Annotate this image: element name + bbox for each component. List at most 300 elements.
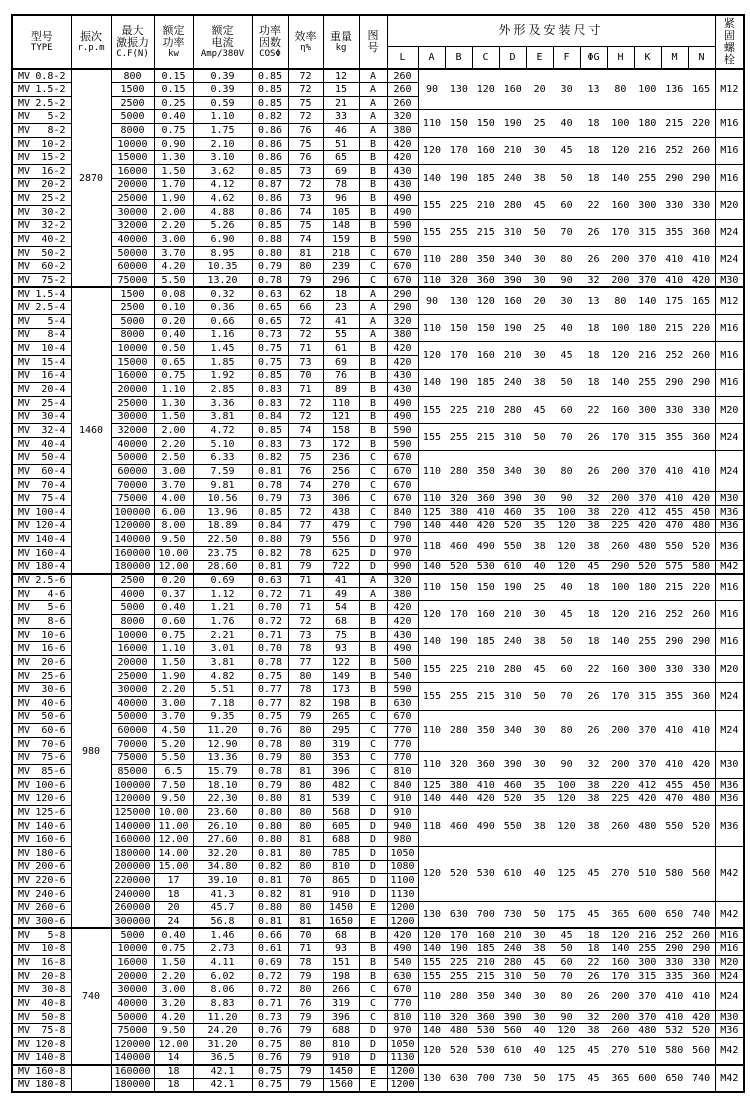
type-model: 16-6 — [41, 643, 66, 655]
cos-cell: 0.81 — [252, 874, 288, 888]
kg-cell: 482 — [323, 778, 359, 792]
cf-cell: 40000 — [111, 696, 154, 710]
fig-cell: D — [359, 1024, 387, 1038]
fig-cell: D — [359, 833, 387, 847]
type-text — [13, 1039, 71, 1050]
amp-cell: 42.1 — [193, 1065, 252, 1079]
dim-value: 170 — [611, 431, 630, 443]
dims-cell — [418, 342, 715, 369]
cf-cell: 75000 — [111, 1024, 154, 1038]
fig-cell: A — [359, 96, 387, 110]
col-header-C: C — [472, 46, 499, 69]
dim-value: 110 — [422, 465, 441, 477]
type-prefix: MV — [18, 847, 31, 859]
kw-cell: 18 — [154, 887, 193, 901]
cos-cell: 0.75 — [252, 1037, 288, 1051]
cos-cell: 0.79 — [252, 778, 288, 792]
dim-value: 340 — [503, 465, 522, 477]
type-cell — [12, 751, 71, 765]
amp-cell: 45.7 — [193, 901, 252, 915]
dim-value: 18 — [587, 377, 600, 389]
l-cell: 630 — [387, 696, 418, 710]
kw-cell: 4.00 — [154, 492, 193, 506]
eff-cell: 70 — [288, 874, 323, 888]
type-model: 160-8 — [35, 1066, 66, 1078]
dim-value: 270 — [611, 868, 630, 880]
dim-value: 18 — [587, 349, 600, 361]
cos-cell: 0.80 — [252, 792, 288, 806]
kg-cell: 688 — [323, 833, 359, 847]
col-header-H: H — [607, 46, 634, 69]
dim-value: 80 — [614, 295, 627, 307]
cos-cell: 0.83 — [252, 437, 288, 451]
kg-cell: 785 — [323, 847, 359, 861]
bolt-cell: M24 — [715, 683, 744, 710]
cf-cell: 125000 — [111, 806, 154, 820]
cf-cell: 260000 — [111, 901, 154, 915]
table-row — [12, 847, 744, 861]
cf-cell: 16000 — [111, 956, 154, 970]
dim-value: 390 — [503, 1011, 522, 1023]
spec-table — [11, 14, 745, 1093]
cf-cell: 8000 — [111, 328, 154, 342]
dim-value: 200 — [611, 254, 630, 266]
type-model: 180-4 — [35, 561, 66, 573]
dim-value: 700 — [476, 1072, 495, 1084]
eff-cell: 70 — [288, 928, 323, 942]
dim-value: 130 — [422, 1072, 441, 1084]
cf-cell: 8000 — [111, 615, 154, 629]
eff-cell: 72 — [288, 410, 323, 424]
dim-value: 130 — [449, 295, 468, 307]
dim-value: 360 — [692, 690, 711, 702]
dims-row — [419, 691, 715, 702]
dim-value: 45 — [587, 561, 600, 573]
type-cell — [12, 287, 71, 301]
dim-value: 40 — [560, 322, 573, 334]
eff-cell: 79 — [288, 560, 323, 574]
kg-cell: 1450 — [323, 901, 359, 915]
type-cell — [12, 83, 71, 97]
type-prefix: MV — [18, 711, 31, 723]
col-header-L: L — [387, 46, 418, 69]
dim-value: 120 — [611, 929, 630, 941]
type-cell — [12, 819, 71, 833]
eff-cell: 80 — [288, 901, 323, 915]
cf-cell: 220000 — [111, 874, 154, 888]
fig-cell: B — [359, 683, 387, 697]
table-row — [12, 492, 744, 506]
type-model: 75-6 — [41, 752, 66, 764]
l-cell: 670 — [387, 478, 418, 492]
dim-value: 110 — [422, 493, 441, 505]
fig-cell: A — [359, 110, 387, 124]
dim-value: 110 — [422, 118, 441, 130]
type-prefix: MV — [18, 479, 31, 491]
dim-value: 280 — [503, 956, 522, 968]
fig-cell: C — [359, 260, 387, 274]
dim-value: 360 — [692, 970, 711, 982]
dim-value: 40 — [560, 118, 573, 130]
dim-value: 520 — [692, 1025, 711, 1037]
kw-cell: 12.00 — [154, 1037, 193, 1051]
type-prefix: MV — [18, 697, 31, 709]
dim-value: 35 — [533, 506, 546, 518]
type-prefix: MV — [18, 752, 31, 764]
dim-value: 255 — [449, 227, 468, 239]
type-model: 50-2 — [41, 247, 66, 259]
cf-cell: 180000 — [111, 1078, 154, 1092]
dim-value: 170 — [449, 349, 468, 361]
kw-cell: 1.50 — [154, 164, 193, 178]
cos-cell: 0.80 — [252, 806, 288, 820]
dim-value: 330 — [692, 663, 711, 675]
cos-cell: 0.85 — [252, 164, 288, 178]
kw-cell: 2.20 — [154, 969, 193, 983]
table-row — [12, 956, 744, 970]
dim-value: 100 — [611, 322, 630, 334]
type-model: 140-4 — [35, 534, 66, 546]
dims-cell — [418, 601, 715, 628]
kw-cell: 18 — [154, 1065, 193, 1079]
fig-cell: B — [359, 956, 387, 970]
dim-value: 38 — [533, 820, 546, 832]
l-cell: 420 — [387, 342, 418, 356]
dim-value: 170 — [449, 609, 468, 621]
type-model: 5-2 — [47, 111, 66, 123]
type-text — [13, 275, 71, 286]
dim-value: 610 — [503, 1045, 522, 1057]
eff-cell: 73 — [288, 192, 323, 206]
cos-cell: 0.82 — [252, 887, 288, 901]
dim-value: 165 — [692, 84, 711, 96]
cos-cell: 0.70 — [252, 642, 288, 656]
kg-cell: 265 — [323, 710, 359, 724]
type-prefix: MV — [18, 465, 31, 477]
dims-row — [419, 507, 715, 518]
dim-value: 280 — [503, 404, 522, 416]
cf-cell: 800 — [111, 69, 154, 83]
dim-value: 38 — [587, 820, 600, 832]
dim-value: 160 — [476, 609, 495, 621]
cf-cell: 8000 — [111, 124, 154, 138]
col-header-E: E — [526, 46, 553, 69]
cos-cell: 0.81 — [252, 915, 288, 929]
dim-value: 370 — [638, 1011, 657, 1023]
type-model: 10-8 — [41, 943, 66, 955]
dim-value: 530 — [476, 1025, 495, 1037]
l-cell: 290 — [387, 287, 418, 301]
type-model: 40-6 — [41, 697, 66, 709]
dim-value: 215 — [476, 690, 495, 702]
type-text — [13, 643, 71, 654]
amp-cell: 5.10 — [193, 437, 252, 451]
kw-cell: 0.20 — [154, 574, 193, 588]
dim-value: 360 — [692, 227, 711, 239]
dim-value: 120 — [422, 929, 441, 941]
dim-value: 155 — [422, 431, 441, 443]
dim-value: 20 — [533, 84, 546, 96]
dim-value: 35 — [533, 520, 546, 532]
kw-cell: 3.70 — [154, 246, 193, 260]
bolt-cell: M20 — [715, 396, 744, 423]
type-cell — [12, 887, 71, 901]
type-model: 32-2 — [41, 220, 66, 232]
kw-cell: 0.25 — [154, 96, 193, 110]
cos-cell: 0.65 — [252, 301, 288, 315]
amp-cell: 9.81 — [193, 478, 252, 492]
type-cell — [12, 274, 71, 288]
dim-value: 700 — [476, 908, 495, 920]
dim-value: 165 — [692, 295, 711, 307]
dim-value: 410 — [665, 493, 684, 505]
col-header-K: K — [634, 46, 661, 69]
kw-cell: 2.20 — [154, 683, 193, 697]
kw-cell: 1.90 — [154, 669, 193, 683]
dims-row — [419, 493, 715, 504]
dim-value: 155 — [422, 404, 441, 416]
dim-value: 110 — [422, 759, 441, 771]
dim-value: 38 — [587, 520, 600, 532]
cos-cell: 0.82 — [252, 451, 288, 465]
type-text — [13, 902, 71, 913]
kg-cell: 810 — [323, 860, 359, 874]
dim-value: 510 — [638, 868, 657, 880]
dim-value: 260 — [692, 349, 711, 361]
dim-value: 410 — [476, 506, 495, 518]
dims-row — [419, 609, 715, 620]
l-cell: 1080 — [387, 860, 418, 874]
dim-value: 210 — [476, 199, 495, 211]
bolt-cell: M30 — [715, 492, 744, 506]
type-model: 160-6 — [35, 834, 66, 846]
type-text — [13, 589, 71, 600]
type-prefix: MV — [18, 234, 31, 245]
dims-cell — [418, 1065, 715, 1092]
kg-cell: 256 — [323, 465, 359, 479]
table-row — [12, 601, 744, 615]
fig-cell: B — [359, 628, 387, 642]
cf-cell: 2500 — [111, 574, 154, 588]
cos-cell: 0.61 — [252, 942, 288, 956]
dim-value: 210 — [476, 956, 495, 968]
type-model: 0.8-2 — [35, 70, 66, 82]
dims-row — [419, 1073, 715, 1084]
dim-value: 470 — [665, 520, 684, 532]
kw-cell: 1.70 — [154, 178, 193, 192]
l-cell: 770 — [387, 724, 418, 738]
dim-value: 280 — [449, 725, 468, 737]
dim-value: 320 — [449, 759, 468, 771]
bolt-cell: M24 — [715, 451, 744, 492]
table-row — [12, 315, 744, 329]
dim-value: 30 — [533, 991, 546, 1003]
dims-cell — [418, 656, 715, 683]
dim-value: 450 — [692, 506, 711, 518]
dim-value: 170 — [449, 145, 468, 157]
type-cell — [12, 205, 71, 219]
bolt-cell: M16 — [715, 164, 744, 191]
cf-cell: 4000 — [111, 587, 154, 601]
dim-value: 120 — [557, 561, 576, 573]
dim-value: 320 — [449, 1011, 468, 1023]
type-model: 30-8 — [41, 984, 66, 996]
dim-value: 455 — [665, 506, 684, 518]
dims-row — [419, 227, 715, 238]
type-model: 75-8 — [41, 1025, 66, 1037]
cos-cell: 0.78 — [252, 478, 288, 492]
dim-value: 520 — [692, 820, 711, 832]
type-cell — [12, 628, 71, 642]
dim-value: 38 — [587, 540, 600, 552]
dim-value: 120 — [557, 820, 576, 832]
l-cell: 430 — [387, 628, 418, 642]
dim-value: 580 — [665, 868, 684, 880]
dim-value: 120 — [422, 1045, 441, 1057]
type-cell — [12, 424, 71, 438]
dim-value: 40 — [533, 1025, 546, 1037]
dims-cell — [418, 192, 715, 219]
fig-cell: C — [359, 274, 387, 288]
dim-value: 410 — [665, 759, 684, 771]
kg-cell: 722 — [323, 560, 359, 574]
type-text — [13, 821, 71, 832]
eff-cell: 79 — [288, 274, 323, 288]
type-prefix: MV — [18, 834, 31, 846]
dims-row — [419, 793, 715, 804]
dim-value: 150 — [449, 118, 468, 130]
dim-value: 480 — [449, 1025, 468, 1037]
dim-value: 160 — [476, 145, 495, 157]
fig-cell: B — [359, 383, 387, 397]
kw-cell: 3.70 — [154, 478, 193, 492]
type-prefix: MV — [18, 452, 31, 464]
cos-cell: 0.85 — [252, 369, 288, 383]
dim-value: 150 — [449, 322, 468, 334]
dim-value: 50 — [533, 431, 546, 443]
cf-cell: 10000 — [111, 342, 154, 356]
type-cell — [12, 342, 71, 356]
dim-value: 480 — [638, 820, 657, 832]
cos-cell: 0.79 — [252, 260, 288, 274]
dim-value: 26 — [587, 227, 600, 239]
dim-value: 520 — [449, 1045, 468, 1057]
fig-cell: B — [359, 219, 387, 233]
fig-cell: D — [359, 874, 387, 888]
dim-value: 340 — [503, 991, 522, 1003]
dim-value: 330 — [665, 199, 684, 211]
fig-cell: B — [359, 410, 387, 424]
eff-cell: 78 — [288, 642, 323, 656]
kg-cell: 18 — [323, 287, 359, 301]
table-row — [12, 1065, 744, 1079]
amp-cell: 5.51 — [193, 683, 252, 697]
fig-cell: C — [359, 765, 387, 779]
cf-cell: 40000 — [111, 233, 154, 247]
eff-cell: 75 — [288, 137, 323, 151]
kg-cell: 568 — [323, 806, 359, 820]
fig-cell: C — [359, 778, 387, 792]
kw-cell: 6.5 — [154, 765, 193, 779]
eff-cell: 81 — [288, 887, 323, 901]
cf-cell: 50000 — [111, 451, 154, 465]
table-row — [12, 506, 744, 520]
cf-cell: 25000 — [111, 192, 154, 206]
dims-cell — [418, 219, 715, 246]
type-cell — [12, 137, 71, 151]
cf-cell: 20000 — [111, 178, 154, 192]
dim-value: 22 — [587, 199, 600, 211]
rpm-cell — [71, 1065, 111, 1092]
col-header-phiG: ΦG — [580, 46, 607, 69]
type-cell — [12, 942, 71, 956]
table-row — [12, 342, 744, 356]
dim-value: 110 — [422, 582, 441, 594]
dim-value: 600 — [638, 1072, 657, 1084]
type-text — [13, 698, 71, 709]
eff-cell: 74 — [288, 233, 323, 247]
kg-cell: 68 — [323, 615, 359, 629]
dim-value: 340 — [503, 725, 522, 737]
l-cell: 790 — [387, 519, 418, 533]
kw-cell: 0.15 — [154, 83, 193, 97]
table-row — [12, 928, 744, 942]
col-header-rpm: 振次 r.p.m — [71, 15, 111, 69]
dim-value: 290 — [611, 561, 630, 573]
cos-cell: 0.85 — [252, 219, 288, 233]
kw-cell: 0.40 — [154, 328, 193, 342]
type-cell — [12, 124, 71, 138]
dim-value: 360 — [692, 431, 711, 443]
l-cell: 490 — [387, 410, 418, 424]
dim-value: 420 — [692, 274, 711, 286]
dim-value: 600 — [638, 908, 657, 920]
type-model: 50-6 — [41, 711, 66, 723]
amp-cell: 24.20 — [193, 1024, 252, 1038]
eff-cell: 72 — [288, 396, 323, 410]
type-prefix: MV — [18, 288, 31, 300]
cf-cell: 15000 — [111, 355, 154, 369]
type-prefix: MV — [18, 725, 31, 737]
eff-cell: 72 — [288, 315, 323, 329]
dim-value: 350 — [476, 725, 495, 737]
dims-cell — [418, 396, 715, 423]
dim-value: 175 — [557, 908, 576, 920]
type-text — [13, 943, 71, 954]
bolt-cell: M36 — [715, 792, 744, 806]
l-cell: 320 — [387, 574, 418, 588]
dims-cell — [418, 1010, 715, 1024]
dim-value: 155 — [422, 663, 441, 675]
type-model: 85-6 — [41, 765, 66, 777]
kg-cell: 158 — [323, 424, 359, 438]
type-text — [13, 520, 71, 531]
dim-value: 280 — [449, 254, 468, 266]
dims-row — [419, 1012, 715, 1023]
type-cell — [12, 601, 71, 615]
dim-value: 730 — [503, 1072, 522, 1084]
amp-cell: 1.85 — [193, 355, 252, 369]
type-prefix: MV — [18, 575, 31, 587]
dim-value: 252 — [665, 929, 684, 941]
type-model: 260-6 — [35, 902, 66, 914]
type-prefix: MV — [18, 206, 31, 218]
type-cell — [12, 1024, 71, 1038]
dim-value: 520 — [449, 561, 468, 573]
dim-value: 26 — [587, 970, 600, 982]
table-row — [12, 901, 744, 915]
kw-cell: 12.00 — [154, 560, 193, 574]
